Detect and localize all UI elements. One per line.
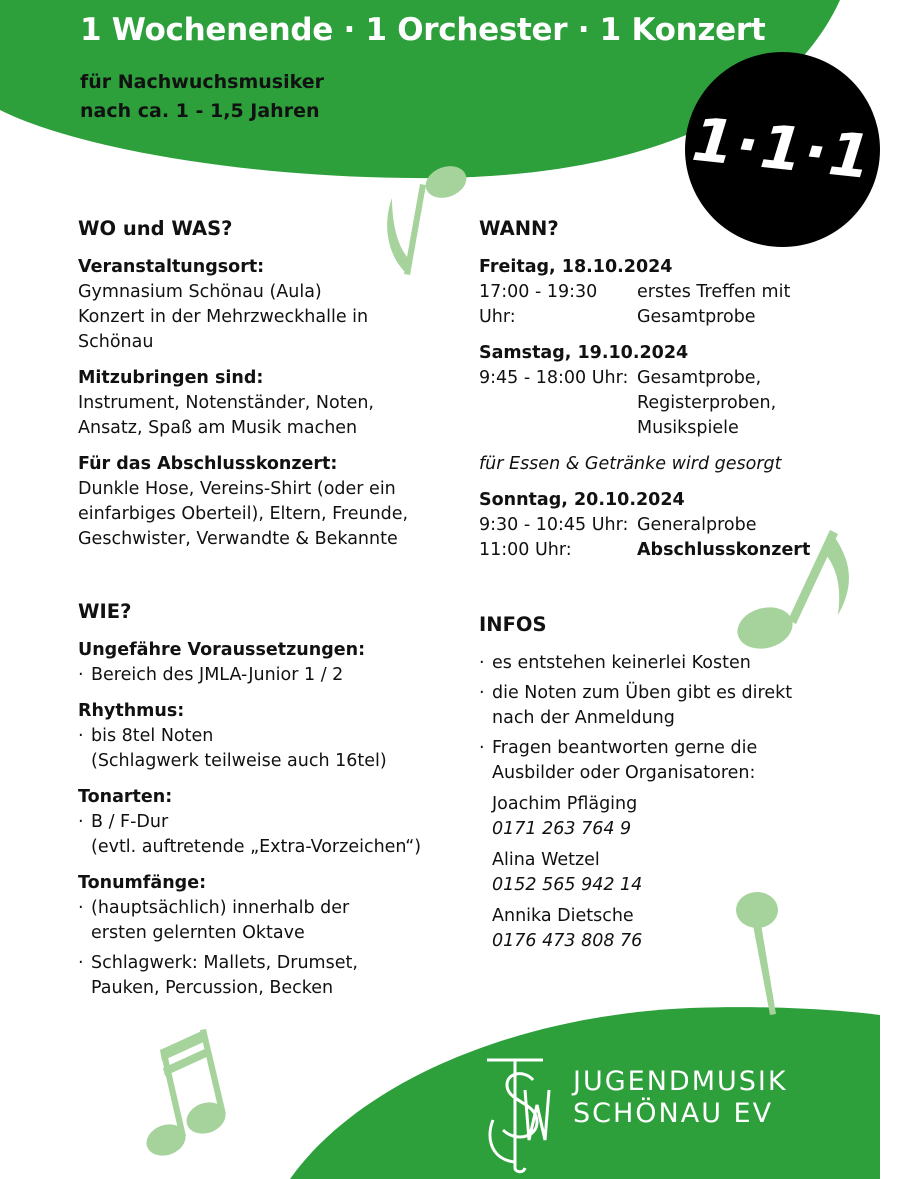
desc-samstag-2: Registerproben, xyxy=(637,393,777,413)
heading-wie: WIE? xyxy=(78,600,132,623)
subheadline xyxy=(80,68,324,126)
bullet-tonumfang-b2: Pauken, Percussion, Becken xyxy=(91,978,334,998)
logo-line-2: SCHÖNAU EV xyxy=(573,1098,774,1129)
text-mitbringen-2: Ansatz, Spaß am Musik machen xyxy=(78,418,358,438)
contact-1-phone[interactable]: 0171 263 764 9 xyxy=(492,819,632,839)
label-tonarten: Tonarten: xyxy=(78,787,173,807)
contact-3-name: Annika Dietsche xyxy=(492,906,634,926)
bullet-tonumfang-b xyxy=(78,951,458,1001)
bullet-tonumfang-b1: · Schlagwerk: Mallets, Drumset, xyxy=(91,953,358,973)
heading-wann: WANN? xyxy=(479,217,559,240)
logo-line-1: JUGENDMUSIK xyxy=(573,1066,788,1097)
desc-freitag-1: erstes Treffen mit xyxy=(637,282,791,302)
text-ort-3: Schönau xyxy=(78,332,154,352)
bullet-rhythmus-2: (Schlagwerk teilweise auch 16tel) xyxy=(91,751,387,771)
info-bullet-2b: nach der Anmeldung xyxy=(492,708,675,728)
text-ort-1: Gymnasium Schönau (Aula) xyxy=(78,282,322,302)
contact-list xyxy=(479,792,839,954)
section-wann xyxy=(479,216,839,574)
bullet-tonarten xyxy=(78,810,458,860)
desc-sonntag-2: Abschlusskonzert xyxy=(637,540,811,560)
label-sonntag: Sonntag, 20.10.2024 xyxy=(479,490,685,510)
text-abschluss-3: Geschwister, Verwandte & Bekannte xyxy=(78,529,398,549)
contact-2-phone[interactable]: 0152 565 942 14 xyxy=(492,875,643,895)
contact-2 xyxy=(492,848,839,898)
time-samstag: 9:45 - 18:00 Uhr: xyxy=(479,368,629,388)
contact-3-phone[interactable]: 0176 473 808 76 xyxy=(492,931,643,951)
label-abschluss: Für das Abschlusskonzert: xyxy=(78,454,338,474)
text-abschluss-2: einfarbiges Oberteil), Eltern, Freunde, xyxy=(78,504,409,524)
label-tonumfang: Tonumfänge: xyxy=(78,873,207,893)
desc-samstag-1: Gesamtprobe, xyxy=(637,368,762,388)
contact-1-name: Joachim Pfläging xyxy=(492,794,638,814)
logo-text xyxy=(573,1066,788,1130)
desc-sonntag-1: Generalprobe xyxy=(637,515,757,535)
bullet-tonumfang-a1: · (hauptsächlich) innerhalb der xyxy=(91,898,350,918)
label-freitag: Freitag, 18.10.2024 xyxy=(479,257,673,277)
section-wo xyxy=(78,216,458,563)
contact-2-name: Alina Wetzel xyxy=(492,850,600,870)
bullet-rhythmus-1: · bis 8tel Noten xyxy=(91,726,214,746)
text-abschluss-1: Dunkle Hose, Vereins-Shirt (oder ein xyxy=(78,479,396,499)
headline: 1 Wochenende · 1 Orchester · 1 Konzert xyxy=(80,12,766,48)
section-infos xyxy=(479,612,839,954)
info-bullet-1: · es entstehen keinerlei Kosten xyxy=(479,651,839,676)
info-bullet-2a: · die Noten zum Üben gibt es direkt xyxy=(492,683,793,703)
badge-text: 1·1·1 xyxy=(688,104,877,194)
music-double-note-icon xyxy=(142,1029,230,1161)
time-freitag: 17:00 - 19:30 Uhr: xyxy=(479,282,598,327)
info-bullet-3 xyxy=(479,736,839,786)
bullet-tonumfang-a2: ersten gelernten Oktave xyxy=(91,923,305,943)
section-wie xyxy=(78,599,458,1012)
bullet-tonarten-1: · B / F-Dur xyxy=(91,812,169,832)
label-mitbringen: Mitzubringen sind: xyxy=(78,368,264,388)
time-sonntag-2: 11:00 Uhr: xyxy=(479,540,572,560)
contact-1 xyxy=(492,792,839,842)
subline-2: nach ca. 1 - 1,5 Jahren xyxy=(80,100,320,122)
label-samstag: Samstag, 19.10.2024 xyxy=(479,343,689,363)
bullet-tonarten-2: (evtl. auftretende „Extra-Vorzeichen“) xyxy=(91,837,422,857)
info-bullet-3a: · Fragen beantworten gerne die xyxy=(492,738,758,758)
text-mitbringen-1: Instrument, Notenständer, Noten, xyxy=(78,393,374,413)
time-sonntag-1: 9:30 - 10:45 Uhr: xyxy=(479,515,629,535)
bullet-voraussetzungen: · Bereich des JMLA-Junior 1 / 2 xyxy=(78,663,458,688)
desc-freitag-2: Gesamtprobe xyxy=(637,307,756,327)
info-bullet-3b: Ausbilder oder Organisatoren: xyxy=(492,763,756,783)
bullet-rhythmus xyxy=(78,724,458,774)
text-ort-2: Konzert in der Mehrzweckhalle in xyxy=(78,307,369,327)
bullet-tonumfang-a xyxy=(78,896,458,946)
heading-infos: INFOS xyxy=(479,613,547,636)
label-ort: Veranstaltungsort: xyxy=(78,257,265,277)
info-bullet-2 xyxy=(479,681,839,731)
note-essen: für Essen & Getränke wird gesorgt xyxy=(479,454,782,474)
contact-3 xyxy=(492,904,839,954)
label-rhythmus: Rhythmus: xyxy=(78,701,185,721)
heading-wo: WO und WAS? xyxy=(78,217,233,240)
subline-1: für Nachwuchsmusiker xyxy=(80,71,324,93)
desc-samstag-3: Musikspiele xyxy=(637,418,739,438)
label-voraussetzungen: Ungefähre Voraussetzungen: xyxy=(78,640,366,660)
